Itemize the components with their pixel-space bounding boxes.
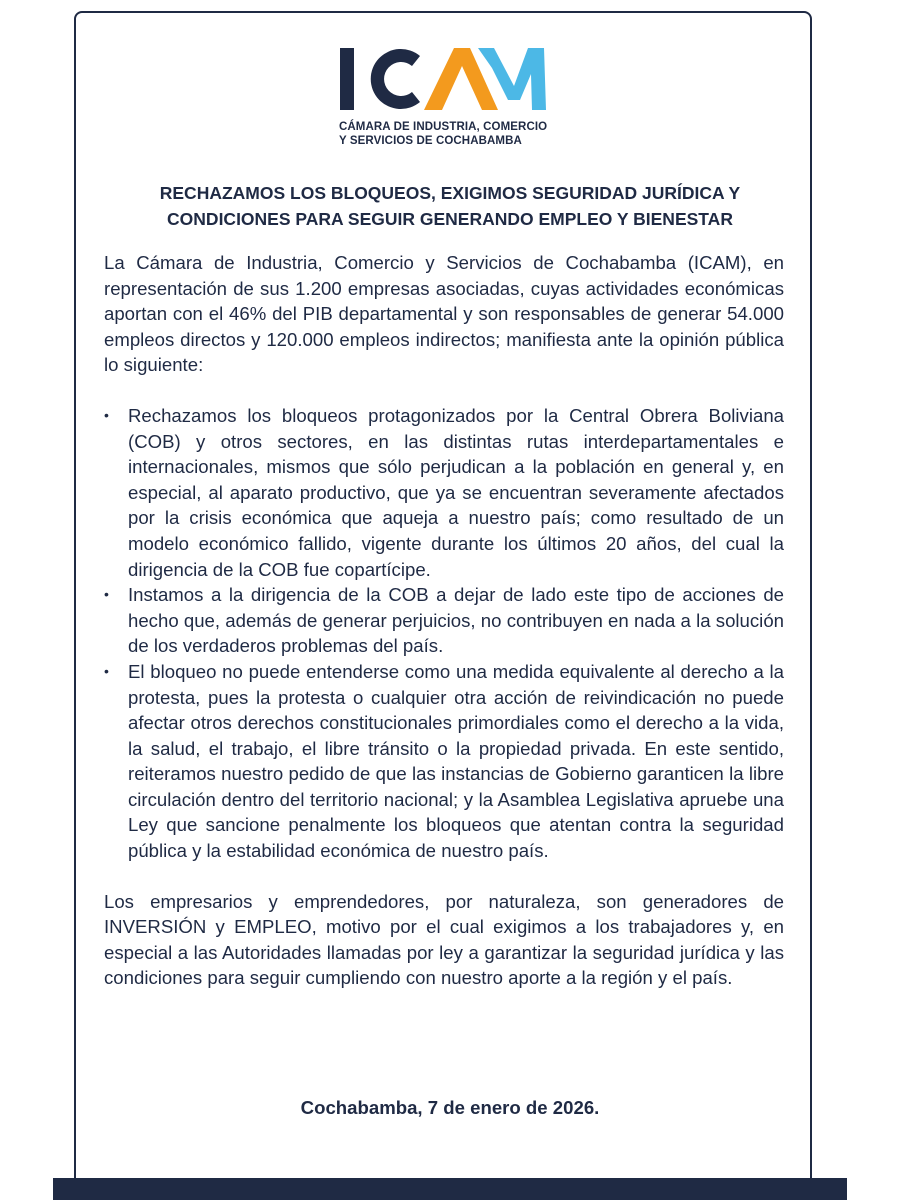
title-line-1: RECHAZAMOS LOS BLOQUEOS, EXIGIMOS SEGURIDAD JURÍDICA Y xyxy=(159,183,741,203)
org-name-line-2: Y SERVICIOS DE COCHABAMBA xyxy=(339,135,522,147)
organization-name xyxy=(339,120,579,148)
logo-letter-i xyxy=(340,48,354,110)
bullet-icon: • xyxy=(104,662,109,679)
footer-band xyxy=(53,1178,847,1200)
title-line-2: CONDICIONES PARA SEGUIR GENERANDO EMPLEO Y BIENESTAR xyxy=(167,209,733,229)
statement-title xyxy=(100,180,800,232)
list-item xyxy=(104,659,784,864)
intro-paragraph: La Cámara de Industria, Comercio y Servicios de Cochabamba (ICAM), en representación de sus 1.200 empresas asociadas, cuyas actividades económicas aportan con el 46% del PIB departamental y son responsables de generar 54.000 empleos directos y 120.000 empleos indirectos; manifiesta ante la opinión pública lo siguiente: xyxy=(104,252,784,376)
bullet-icon: • xyxy=(104,586,109,603)
bullet-list xyxy=(104,403,784,864)
logo-letter-c xyxy=(371,49,420,109)
bullet-text: Rechazamos los bloqueos protagonizados por la Central Obrera Boliviana (COB) y otros sectores, en las distintas rutas interdepartamentales e internacionales, mismos que sólo perjudican a la población en general y, en especial, al aparato productivo, que ya se encuentran severamente afectados por la crisis económica que aqueja a nuestro país; como resultado de un modelo económico fallido, vigente durante los últimos 20 años, del cual la dirigencia de la COB fue copartícipe. xyxy=(128,404,784,580)
statement-body xyxy=(104,250,784,991)
list-item xyxy=(104,582,784,659)
bullet-text: El bloqueo no puede entenderse como una medida equivalente al derecho a la protesta, pues la protesta o cualquier otra acción de reivindicación no puede afectar otros derechos constitucionales primordiales como el derecho a la vida, la salud, el trabajo, el libre tránsito o la propiedad privada. En este sentido, reiteramos nuestro pedido de que las instancias de Gobierno garanticen la libre circulación dentro del territorio nacional; y la Asamblea Legislativa apruebe una Ley que sancione penalmente los bloqueos que atentan contra la seguridad pública y la estabilidad económica de nuestro país. xyxy=(128,660,784,862)
org-name-line-1: CÁMARA DE INDUSTRIA, COMERCIO xyxy=(339,121,548,133)
bullet-text: Instamos a la dirigencia de la COB a dejar de lado este tipo de acciones de hecho que, además de generar perjuicios, no contribuyen en nada a la solución de los verdaderos problemas del país. xyxy=(128,584,784,657)
place-and-date: Cochabamba, 7 de enero de 2026. xyxy=(300,1097,600,1118)
icam-logo-mark xyxy=(338,42,558,117)
bullet-icon: • xyxy=(104,406,109,423)
list-item xyxy=(104,403,784,582)
closing-paragraph: Los empresarios y emprendedores, por naturaleza, son generadores de INVERSIÓN y EMPLEO, motivo por el cual exigimos a los trabajadores y, en especial a las Autoridades llamadas por ley a garantizar la seguridad jurídica y las condiciones para seguir cumpliendo con nuestro aporte a la región y el país. xyxy=(104,890,784,989)
